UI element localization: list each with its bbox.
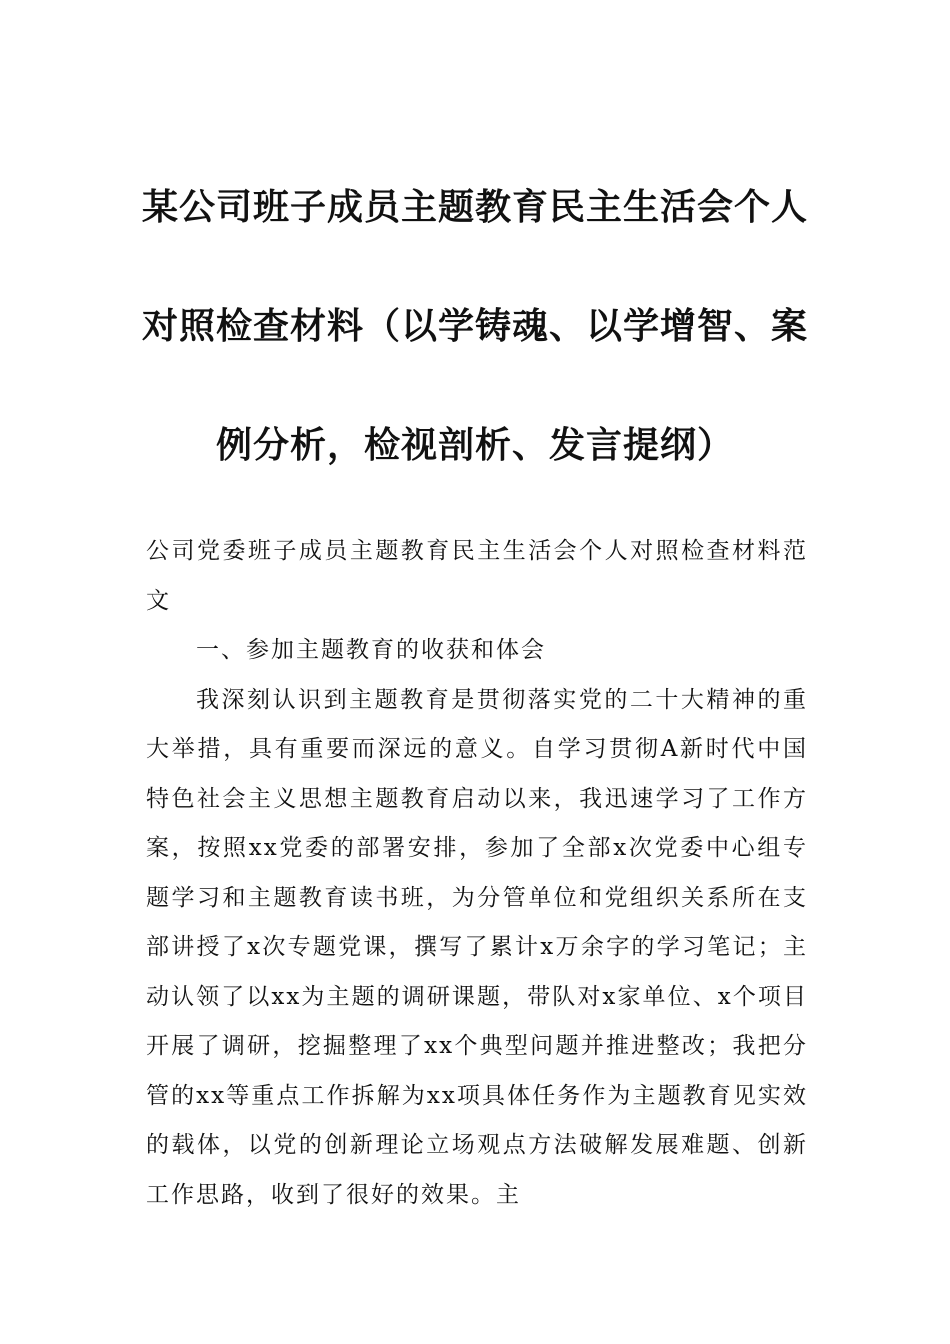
title-line-2: 对照检查材料（以学铸魂、以学增智、案 (141, 306, 808, 347)
document-title (120, 148, 830, 505)
title-line-3: 例分析，检视剖析、发言提纲） (215, 425, 734, 466)
section-heading-1: 一、参加主题教育的收获和体会 (196, 637, 546, 663)
body-paragraph-1: 我深刻认识到主题教育是贯彻落实党的二十大精神的重大举措，具有重要而深远的意义。自学习贯彻A新时代中国特色社会主义思想主题教育启动以来，我迅速学习了工作方案，按照xx党委的部署安排，参加了全部x次党委中心组专题学习和主题教育读书班，为分管单位和党组织关系所在支部讲授了x次专题党课，撰写了累计x万余字的学习笔记；主动认领了以xx为主题的调研课题，带队对x家单位、x个项目开展了调研，挖掘整理了xx个典型问题并推进整改；我把分管的xx等重点工作拆解为xx项具体任务作为主题教育见实效的载体，以党的创新理论立场观点方法破解发展难题、创新工作思路，收到了很好的效果。主 (146, 686, 808, 1208)
document-body (146, 527, 808, 1220)
title-line-1: 某公司班子成员主题教育民主生活会个人 (141, 187, 808, 228)
document-subtitle: 公司党委班子成员主题教育民主生活会个人对照检查材料范文 (146, 538, 808, 614)
